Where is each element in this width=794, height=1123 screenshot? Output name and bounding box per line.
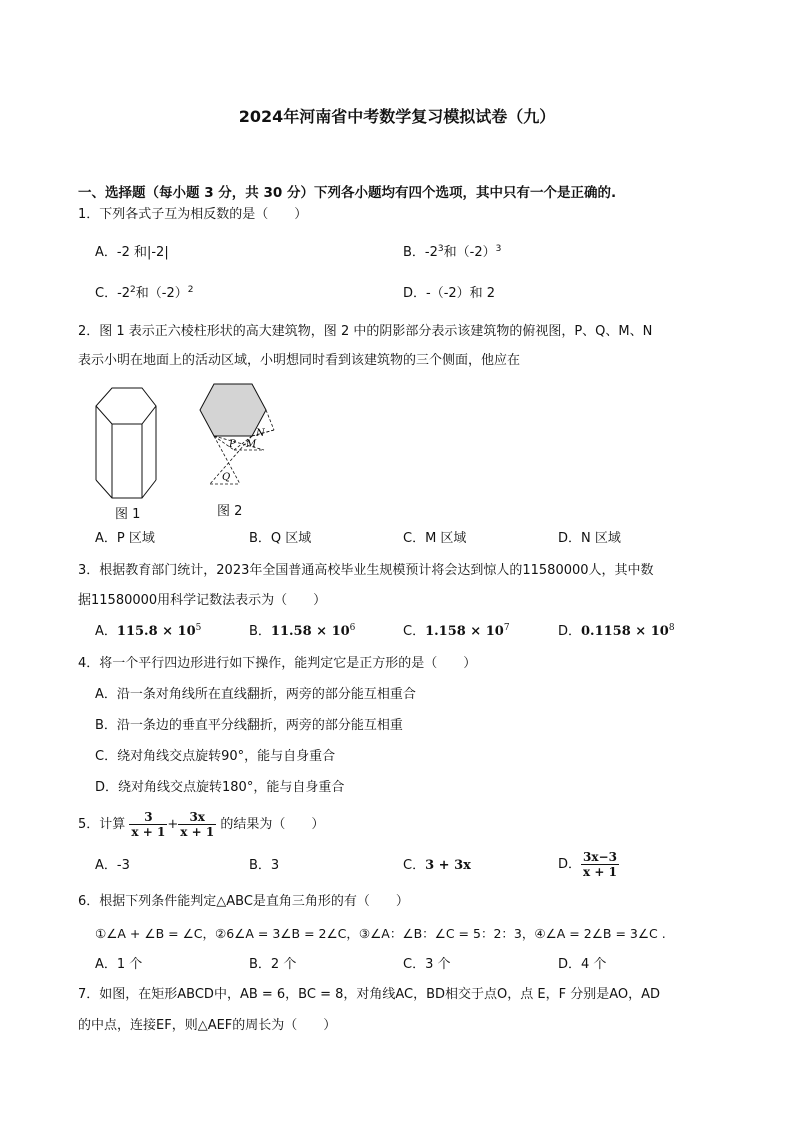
section-heading: 一、选择题（每小题 3 分，共 30 分）下列各小题均有四个选项，其中只有一个是正确的. [78, 185, 617, 201]
q1-option-b: B．$-2^3$和$(-2)^3$ [403, 244, 502, 260]
q2-stem-line1: 2．图 1 表示正六棱柱形状的高大建筑物，图 2 中的阴影部分表示该建筑物的俯视图，P、Q、M、N [78, 324, 653, 339]
q4-option-b: B．沿一条边的垂直平分线翻折，两旁的部分能互相重 [95, 718, 403, 733]
q2-stem-line2: 表示小明在地面上的活动区域，小明想同时看到该建筑物的三个侧面，他应在 [78, 353, 521, 368]
q6-option-b: B．2 个 [249, 957, 297, 972]
label-m: M [246, 439, 257, 450]
q1-option-d: D．-（-2）和 2 [403, 286, 496, 301]
q6-conditions: ①∠A + ∠B = ∠C，②6∠A = 3∠B = 2∠C，③∠A：∠B：∠C = 5：2：3，④∠A = 2∠B = 3∠C . [95, 926, 666, 941]
q4-option-d: D．绕对角线交点旋转180°，能与自身重合 [95, 780, 345, 795]
q5-option-c: C．3 + 3x [403, 858, 471, 873]
page-title: 2024年河南省中考数学复习模拟试卷（九） [238, 107, 556, 126]
q4-stem: 4．将一个平行四边形进行如下操作，能判定它是正方形的是（ ） [78, 656, 477, 671]
label-p: P [229, 439, 236, 450]
q5-stem: 5．计算 $\frac{3}{x + 1}$ + $\frac{3x}{x + 1}$ 的结果为（ ） [78, 810, 325, 839]
q2-fig2-caption: 图 2 [217, 504, 243, 519]
q3-stem-line1: 3．根据教育部门统计，2023年全国普通高校毕业生规模预计将会达到惊人的11580000人，其中数 [78, 563, 654, 578]
q2-option-c: C．M 区域 [403, 531, 467, 546]
q4-option-a: A．沿一条对角线所在直线翻折，两旁的部分能互相重合 [95, 687, 416, 702]
q5-option-a: A．-3 [95, 858, 130, 873]
q2-option-a: A．P 区域 [95, 531, 155, 546]
q5-option-d: D． $\frac{3x-3}{x + 1}$ [558, 850, 617, 879]
q5-option-b: B．3 [249, 858, 280, 873]
q6-option-c: C．3 个 [403, 957, 451, 972]
q2-figure-1 [90, 384, 162, 504]
q3-option-d: D．$0.1158 \times 10^8$ [558, 623, 675, 639]
q2-option-d: D．N 区域 [558, 531, 621, 546]
q3-option-b: B．$11.58 \times 10^6$ [249, 623, 356, 639]
q6-option-a: A．1 个 [95, 957, 143, 972]
q1-stem: 1．下列各式子互为相反数的是（ ） [78, 207, 308, 222]
q5-fraction-2: $\frac{3x}{x + 1}$ [180, 810, 215, 839]
q1-option-a: A．-2 和|-2| [95, 245, 169, 260]
q3-option-c: C．$1.158 \times 10^7$ [403, 623, 510, 639]
q1-option-c: C．$-2^2$和$(-2)^2$ [95, 285, 194, 301]
q2-option-b: B．Q 区域 [249, 531, 312, 546]
q2-fig1-caption: 图 1 [115, 507, 141, 522]
q6-stem: 6．根据下列条件能判定△ABC是直角三角形的有（ ） [78, 894, 409, 909]
q5-fraction-1: $\frac{3}{x + 1}$ [131, 810, 166, 839]
q3-option-a: A．$115.8 \times 10^5$ [95, 623, 202, 639]
q7-stem-line2: 的中点，连接EF，则△AEF的周长为（ ） [78, 1018, 337, 1033]
q2-figure-2 [194, 380, 278, 488]
q3-stem-line2: 据11580000用科学记数法表示为（ ） [78, 593, 327, 608]
label-n: N [256, 428, 265, 439]
q6-option-d: D．4 个 [558, 957, 607, 972]
q4-option-c: C．绕对角线交点旋转90°，能与自身重合 [95, 749, 336, 764]
q7-stem-line1: 7．如图，在矩形ABCD中，AB = 6，BC = 8，对角线AC，BD相交于点O，点 E，F 分别是AO，AD [78, 987, 661, 1002]
label-q: Q [222, 472, 231, 483]
